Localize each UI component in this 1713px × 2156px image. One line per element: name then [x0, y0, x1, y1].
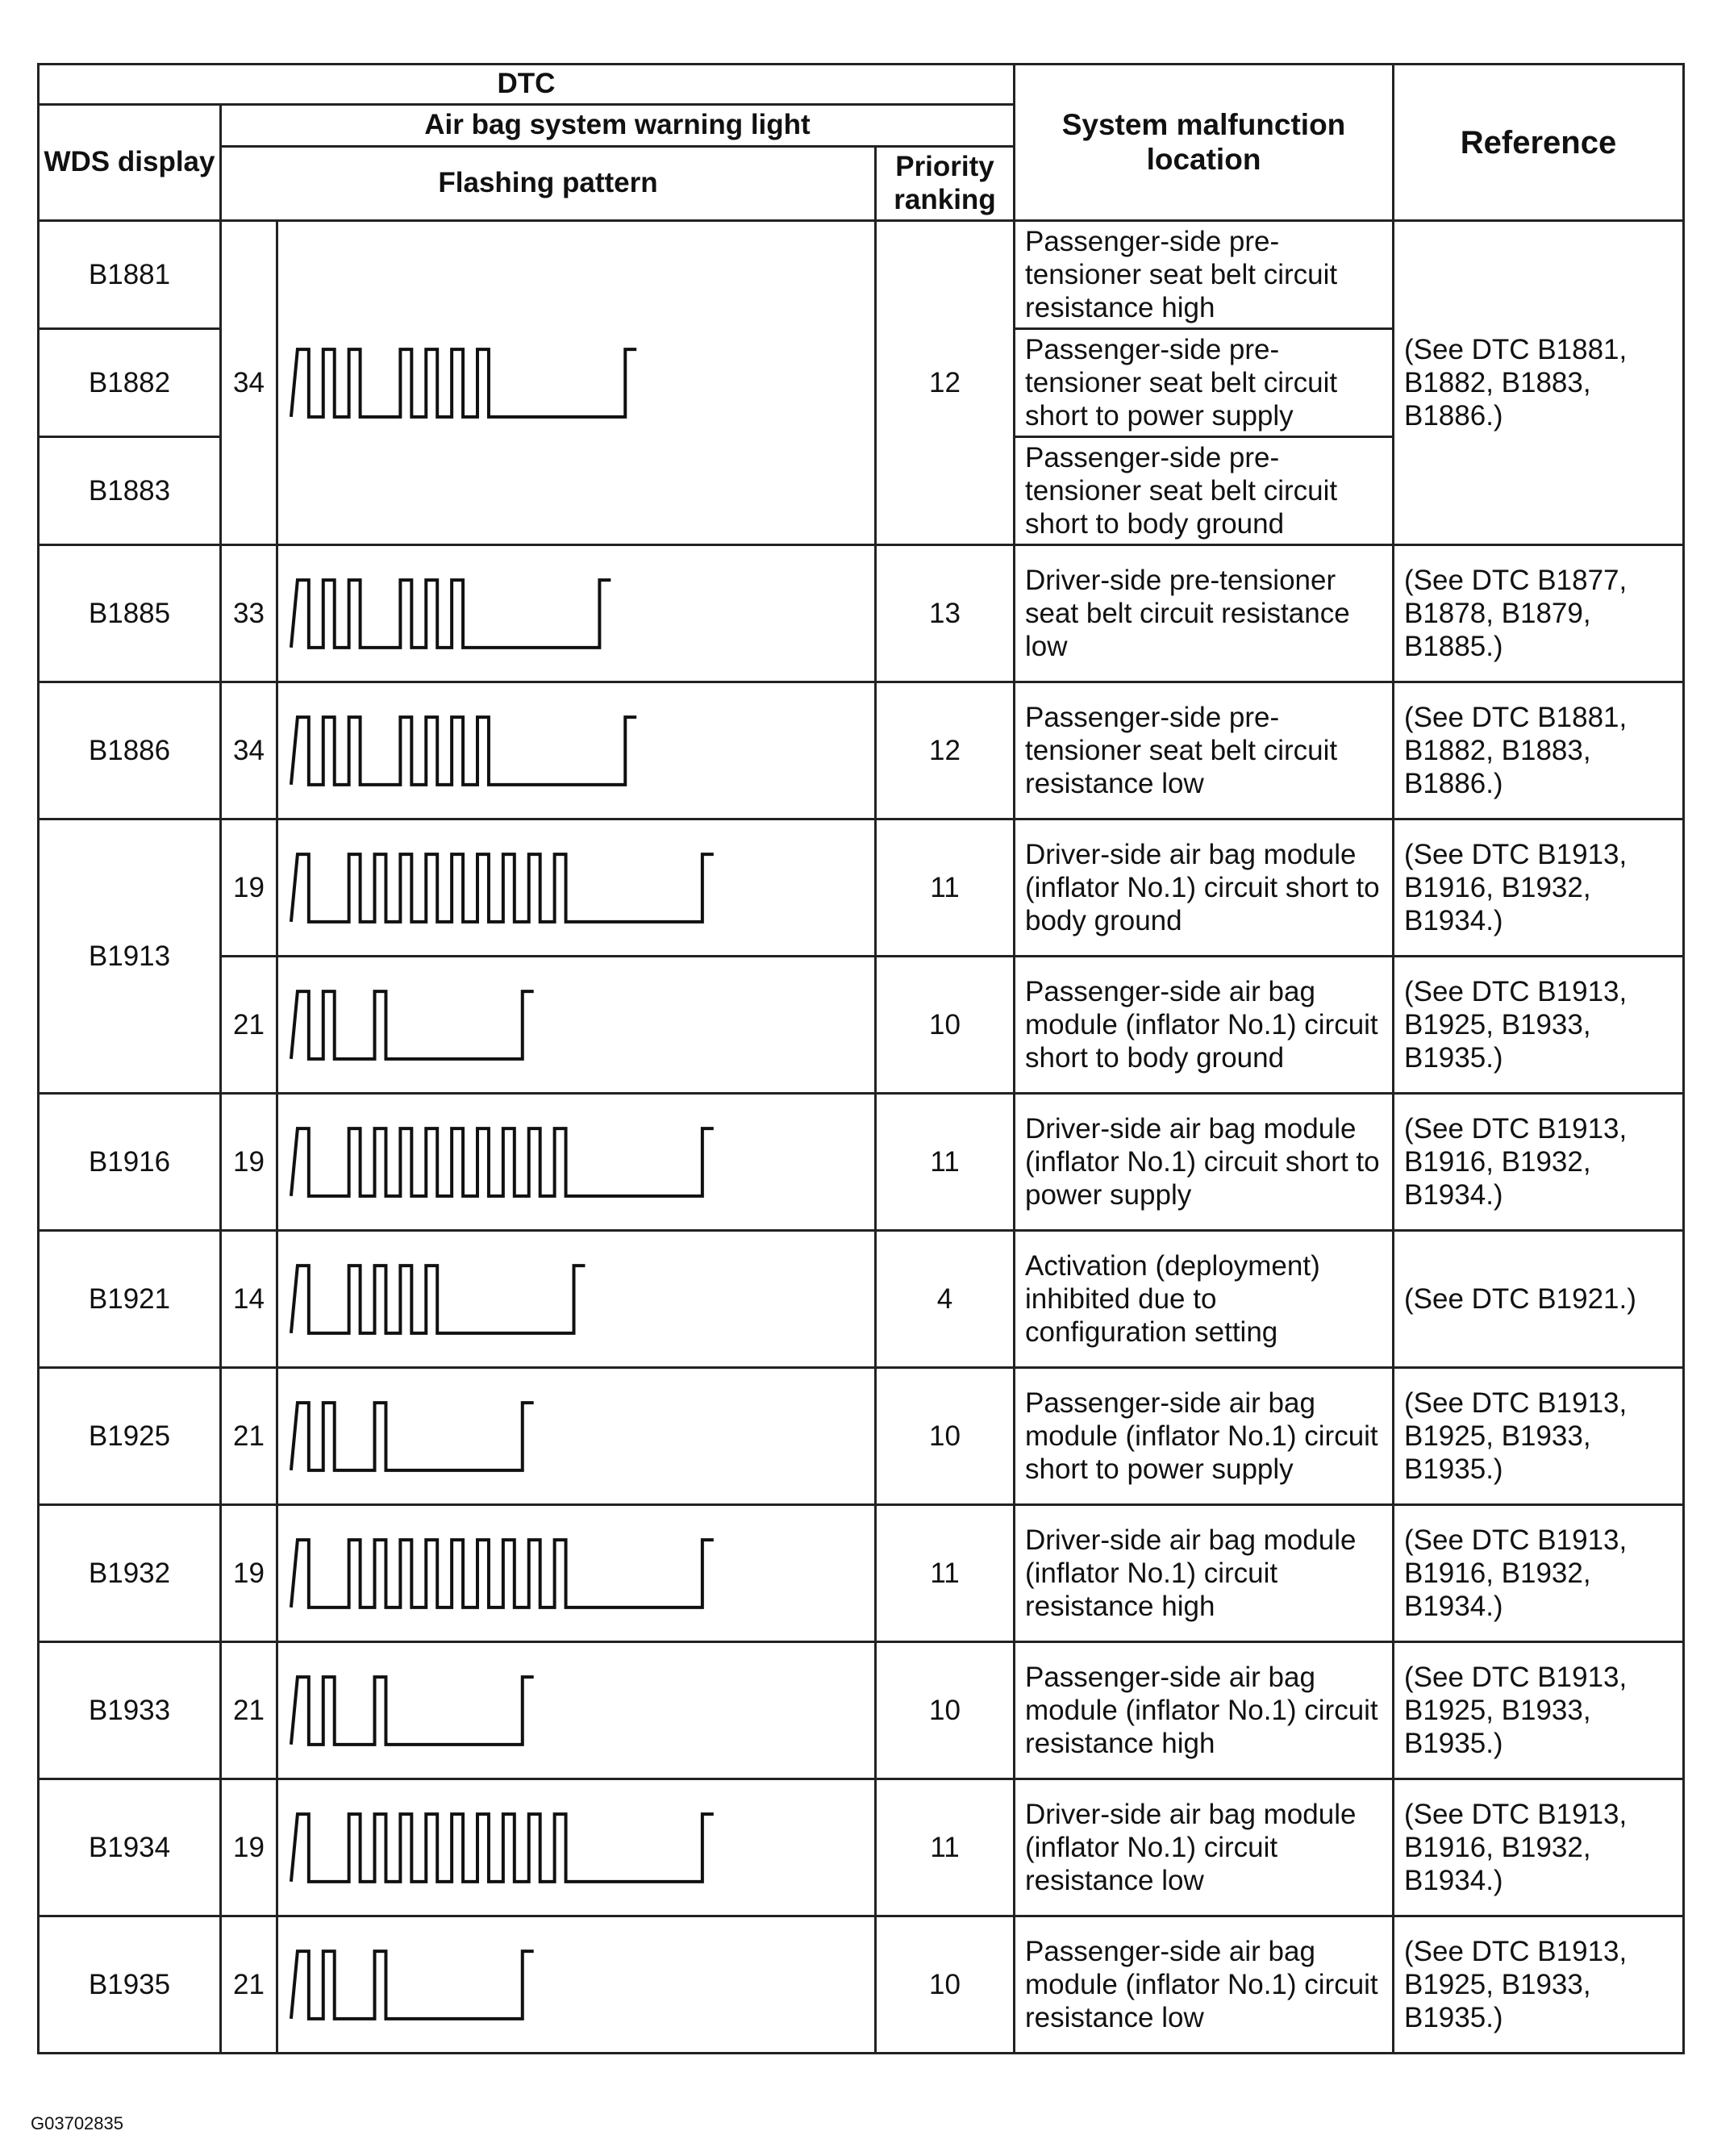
flash-pattern	[277, 1368, 876, 1505]
reference-text: (See DTC B1881, B1882, B1883, B1886.)	[1394, 221, 1684, 545]
malfunction-location: Passenger-side pre-tensioner seat belt circuit short to power supply	[1015, 329, 1394, 437]
wds-code: B1935	[39, 1916, 221, 2054]
wds-code: B1932	[39, 1505, 221, 1642]
malfunction-location: Passenger-side air bag module (inflator No.1) circuit short to power supply	[1015, 1368, 1394, 1505]
table-row	[39, 682, 1684, 819]
flash-pattern-graphic	[278, 1509, 874, 1638]
priority-value: 13	[876, 545, 1015, 682]
table-row	[39, 1505, 1684, 1642]
flash-pattern-graphic	[278, 1372, 874, 1501]
flash-waveform	[291, 1814, 714, 1882]
flash-code: 33	[221, 545, 277, 682]
table-row	[39, 819, 1684, 957]
system-malfunction-location-header: System malfunction location	[1015, 65, 1394, 221]
wds-code: B1882	[39, 329, 221, 437]
wds-code: B1934	[39, 1779, 221, 1916]
reference-text: (See DTC B1913, B1925, B1933, B1935.)	[1394, 1368, 1684, 1505]
flash-waveform	[291, 1951, 534, 2019]
wds-code: B1933	[39, 1642, 221, 1779]
flash-code: 34	[221, 221, 277, 545]
reference-text: (See DTC B1913, B1916, B1932, B1934.)	[1394, 1094, 1684, 1231]
wds-code: B1925	[39, 1368, 221, 1505]
table-row	[39, 545, 1684, 682]
malfunction-location: Activation (deployment) inhibited due to configuration setting	[1015, 1231, 1394, 1368]
flash-waveform	[291, 1128, 714, 1196]
table-row	[39, 1779, 1684, 1916]
flash-pattern-graphic	[278, 824, 874, 953]
priority-value: 12	[876, 221, 1015, 545]
flash-waveform	[291, 580, 611, 648]
flash-pattern-graphic	[278, 686, 874, 815]
reference-text: (See DTC B1913, B1916, B1932, B1934.)	[1394, 819, 1684, 957]
flash-pattern-graphic	[278, 1783, 874, 1912]
flash-waveform	[291, 854, 714, 922]
table-row	[39, 1642, 1684, 1779]
malfunction-location: Driver-side air bag module (inflator No.1) circuit short to body ground	[1015, 819, 1394, 957]
flash-code: 19	[221, 819, 277, 957]
malfunction-location: Driver-side air bag module (inflator No.1) circuit short to power supply	[1015, 1094, 1394, 1231]
flash-waveform	[291, 717, 636, 785]
wds-code: B1916	[39, 1094, 221, 1231]
flash-waveform	[291, 1403, 534, 1470]
dtc-header: DTC	[39, 65, 1015, 105]
flash-pattern	[277, 819, 876, 957]
malfunction-location: Passenger-side air bag module (inflator No.1) circuit resistance low	[1015, 1916, 1394, 2054]
flash-code: 34	[221, 682, 277, 819]
flash-pattern-graphic	[278, 1646, 874, 1775]
malfunction-location: Driver-side air bag module (inflator No.1) circuit resistance low	[1015, 1779, 1394, 1916]
malfunction-location: Driver-side pre-tensioner seat belt circuit resistance low	[1015, 545, 1394, 682]
flash-code: 21	[221, 1916, 277, 2054]
flash-pattern	[277, 1231, 876, 1368]
wds-code: B1883	[39, 437, 221, 545]
table-row	[39, 1916, 1684, 2054]
reference-text: (See DTC B1913, B1916, B1932, B1934.)	[1394, 1505, 1684, 1642]
flash-waveform	[291, 1266, 586, 1333]
priority-value: 12	[876, 682, 1015, 819]
flash-code: 14	[221, 1231, 277, 1368]
flash-pattern-graphic	[278, 961, 874, 1090]
reference-text: (See DTC B1881, B1882, B1883, B1886.)	[1394, 682, 1684, 819]
priority-ranking-header: Priority ranking	[876, 147, 1015, 221]
flash-code: 19	[221, 1779, 277, 1916]
flash-code: 21	[221, 1642, 277, 1779]
flash-pattern-graphic	[278, 1920, 874, 2050]
reference-text: (See DTC B1913, B1925, B1933, B1935.)	[1394, 1642, 1684, 1779]
priority-value: 10	[876, 1916, 1015, 2054]
flash-pattern-graphic	[278, 1235, 874, 1364]
flash-code: 21	[221, 957, 277, 1094]
flash-code: 21	[221, 1368, 277, 1505]
priority-value: 10	[876, 957, 1015, 1094]
flashing-pattern-header: Flashing pattern	[221, 147, 876, 221]
dtc-table	[37, 63, 1685, 2054]
reference-text: (See DTC B1913, B1925, B1933, B1935.)	[1394, 1916, 1684, 2054]
malfunction-location: Passenger-side pre-tensioner seat belt circuit short to body ground	[1015, 437, 1394, 545]
priority-value: 11	[876, 1505, 1015, 1642]
flash-waveform	[291, 1540, 714, 1608]
flash-pattern	[277, 1642, 876, 1779]
malfunction-location: Passenger-side air bag module (inflator No.1) circuit resistance high	[1015, 1642, 1394, 1779]
priority-value: 4	[876, 1231, 1015, 1368]
flash-code: 19	[221, 1094, 277, 1231]
flash-waveform	[291, 991, 534, 1059]
priority-value: 10	[876, 1642, 1015, 1779]
reference-text: (See DTC B1921.)	[1394, 1231, 1684, 1368]
flash-pattern-graphic	[278, 549, 874, 678]
table-row	[39, 221, 1684, 329]
priority-value: 11	[876, 819, 1015, 957]
flash-pattern	[277, 682, 876, 819]
reference-text: (See DTC B1913, B1916, B1932, B1934.)	[1394, 1779, 1684, 1916]
malfunction-location: Passenger-side air bag module (inflator No.1) circuit short to body ground	[1015, 957, 1394, 1094]
figure-id: G03702835	[31, 2113, 123, 2133]
flash-code: 19	[221, 1505, 277, 1642]
wds-code: B1913	[39, 819, 221, 1094]
flash-waveform	[291, 1677, 534, 1745]
flash-pattern	[277, 1916, 876, 2054]
flash-pattern	[277, 545, 876, 682]
flash-pattern-graphic	[278, 1098, 874, 1227]
priority-value: 10	[876, 1368, 1015, 1505]
priority-value: 11	[876, 1779, 1015, 1916]
flash-pattern	[277, 1094, 876, 1231]
airbag-warning-light-header: Air bag system warning light	[221, 105, 1015, 147]
flash-pattern	[277, 1779, 876, 1916]
table-row	[39, 957, 1684, 1094]
malfunction-location: Passenger-side pre-tensioner seat belt circuit resistance low	[1015, 682, 1394, 819]
wds-code: B1881	[39, 221, 221, 329]
priority-value: 11	[876, 1094, 1015, 1231]
reference-text: (See DTC B1877, B1878, B1879, B1885.)	[1394, 545, 1684, 682]
wds-code: B1885	[39, 545, 221, 682]
flash-pattern	[277, 1505, 876, 1642]
wds-code: B1921	[39, 1231, 221, 1368]
flash-pattern-graphic	[278, 319, 874, 448]
table-row	[39, 1231, 1684, 1368]
wds-display-header: WDS display	[39, 105, 221, 221]
wds-code: B1886	[39, 682, 221, 819]
flash-pattern	[277, 957, 876, 1094]
flash-waveform	[291, 349, 636, 417]
table-row	[39, 1368, 1684, 1505]
table-row	[39, 1094, 1684, 1231]
malfunction-location: Driver-side air bag module (inflator No.1) circuit resistance high	[1015, 1505, 1394, 1642]
reference-text: (See DTC B1913, B1925, B1933, B1935.)	[1394, 957, 1684, 1094]
flash-pattern	[277, 221, 876, 545]
reference-header: Reference	[1394, 65, 1684, 221]
malfunction-location: Passenger-side pre-tensioner seat belt circuit resistance high	[1015, 221, 1394, 329]
